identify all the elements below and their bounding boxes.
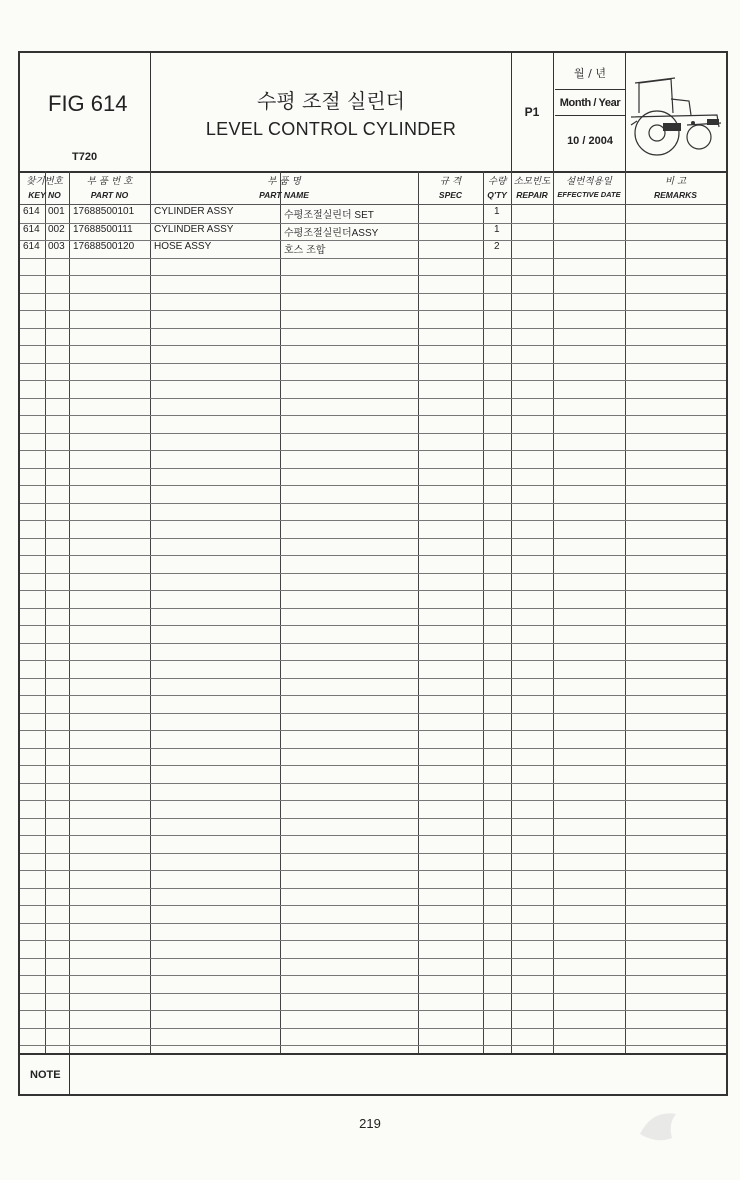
- page-number: 219: [359, 1116, 381, 1131]
- table-row: [20, 818, 726, 837]
- parts-sheet: [18, 51, 728, 1096]
- figure-number: FIG 614: [48, 91, 128, 116]
- cell-part-no: 17688500120: [73, 241, 135, 252]
- cell-qty: 1: [494, 206, 500, 217]
- table-row: [20, 205, 726, 224]
- cell-name-kr: 수평조절실린더ASSY: [284, 227, 379, 239]
- col-remarks: 비 고 REMARKS: [654, 176, 697, 200]
- table-row: [20, 1010, 726, 1029]
- month-year-label-kr: 월 / 년: [574, 67, 606, 80]
- model-code: T720: [72, 151, 98, 163]
- title-korean: 수평 조절 실린더: [257, 89, 405, 113]
- table-row: [20, 958, 726, 977]
- table-row: [20, 783, 726, 802]
- note-area: [20, 1053, 726, 1096]
- table-row: [20, 450, 726, 469]
- month-year-value: 10 / 2004: [567, 135, 613, 147]
- table-row: [20, 240, 726, 259]
- month-year-label-en: Month / Year: [559, 97, 621, 109]
- table-row: [20, 730, 726, 749]
- cell-name-kr: 호스 조합: [284, 245, 326, 256]
- table-row: [20, 223, 726, 242]
- stamp-mark-icon: [632, 1104, 682, 1146]
- table-row: [20, 853, 726, 872]
- table-row: [20, 870, 726, 889]
- table-row: [20, 643, 726, 662]
- col-spec: 규 격 SPEC: [438, 176, 463, 200]
- table-row: [20, 800, 726, 819]
- table-row: [20, 310, 726, 329]
- col-repair: 소모빈도 REPAIR: [513, 176, 551, 200]
- table-row: [20, 293, 726, 312]
- cell-name-en: CYLINDER ASSY: [154, 223, 234, 235]
- table-row: [20, 275, 726, 294]
- col-part-no: 부 품 번 호 PART NO: [86, 176, 133, 200]
- table-row: [20, 1028, 726, 1047]
- table-row: [20, 538, 726, 557]
- title-english: LEVEL CONTROL CYLINDER: [205, 119, 457, 139]
- table-row: [20, 520, 726, 539]
- table-row: [20, 993, 726, 1012]
- cell-name-en: HOSE ASSY: [154, 241, 212, 252]
- cell-name-en: CYLINDER ASSY: [154, 206, 234, 217]
- table-row: [20, 765, 726, 784]
- table-row: [20, 888, 726, 907]
- note-label: NOTE: [30, 1069, 61, 1081]
- table-row: [20, 923, 726, 942]
- table-row: [20, 625, 726, 644]
- table-row: [20, 363, 726, 382]
- table-row: [20, 590, 726, 609]
- page-code: P1: [524, 105, 540, 119]
- col-qty: 수량 Q'TY: [487, 176, 507, 200]
- table-row: [20, 573, 726, 592]
- cell-part-no: 17688500111: [73, 223, 133, 235]
- cell-name-kr: 수평조절실린더 SET: [284, 210, 374, 221]
- table-row: [20, 608, 726, 627]
- cell-key1: 614: [23, 206, 40, 217]
- cell-qty: 1: [494, 223, 500, 235]
- table-row: [20, 415, 726, 434]
- table-row: [20, 660, 726, 679]
- table-row: [20, 713, 726, 732]
- col-part-name: 부 품 명 PART NAME: [259, 176, 309, 200]
- col-effective-date: 설번적용일 EFFECTIVE DATE: [557, 176, 621, 199]
- cell-key2: 002: [48, 223, 65, 235]
- table-row: [20, 380, 726, 399]
- table-row: [20, 835, 726, 854]
- table-row: [20, 345, 726, 364]
- cell-key1: 614: [23, 223, 40, 235]
- cell-key1: 614: [23, 241, 40, 252]
- sheet-header: [20, 53, 726, 173]
- table-row: [20, 398, 726, 417]
- table-row: [20, 555, 726, 574]
- table-row: [20, 485, 726, 504]
- table-row: [20, 503, 726, 522]
- table-row: [20, 748, 726, 767]
- table-row: [20, 468, 726, 487]
- cell-part-no: 17688500101: [73, 206, 135, 217]
- table-row: [20, 975, 726, 994]
- table-row: [20, 940, 726, 959]
- table-row: [20, 258, 726, 277]
- table-row: [20, 328, 726, 347]
- table-row: [20, 905, 726, 924]
- cell-qty: 2: [494, 241, 500, 252]
- table-row: [20, 678, 726, 697]
- col-key-no: 찾기번호 KEY NO: [26, 176, 63, 200]
- table-row: [20, 695, 726, 714]
- cell-key2: 001: [48, 206, 65, 217]
- tractor-icon: [627, 61, 725, 161]
- table-row: [20, 433, 726, 452]
- cell-key2: 003: [48, 241, 65, 252]
